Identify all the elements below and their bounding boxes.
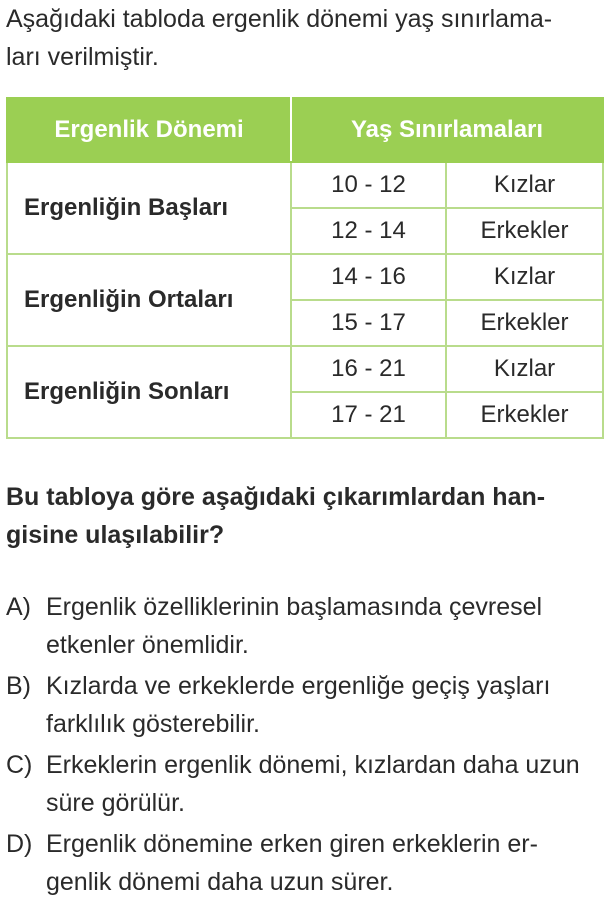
- period-cell-early: Ergenliğin Başları: [7, 162, 291, 254]
- intro-line-1: Aşağıdaki tabloda ergenlik dönemi yaş sınırlama-: [6, 5, 553, 33]
- option-d[interactable]: [6, 825, 606, 901]
- age-range-cell: 10 - 12: [291, 162, 446, 208]
- option-line: farklılık gösterebilir.: [46, 710, 260, 738]
- age-range-cell: 17 - 21: [291, 392, 446, 438]
- age-range-cell: 14 - 16: [291, 254, 446, 300]
- age-range-cell: 16 - 21: [291, 346, 446, 392]
- option-a[interactable]: [6, 588, 606, 664]
- option-text: [46, 588, 542, 664]
- option-text: [46, 667, 550, 743]
- table-header-row: [7, 98, 603, 162]
- gender-cell: Erkekler: [446, 392, 603, 438]
- question-text: [6, 478, 606, 554]
- option-c[interactable]: [6, 746, 606, 822]
- option-letter: D): [6, 830, 33, 858]
- option-line: genlik dönemi daha uzun sürer.: [46, 868, 394, 896]
- age-range-cell: 12 - 14: [291, 208, 446, 254]
- option-line: Erkeklerin ergenlik dönemi, kızlardan daha uzun: [46, 751, 580, 779]
- option-letter: B): [6, 672, 31, 700]
- table-row: [7, 254, 603, 300]
- gender-cell: Kızlar: [446, 162, 603, 208]
- answer-options: [6, 588, 606, 904]
- option-text: [46, 746, 580, 822]
- intro-text: [6, 0, 606, 76]
- table-row: [7, 162, 603, 208]
- period-cell-middle: Ergenliğin Ortaları: [7, 254, 291, 346]
- option-line: etkenler önemlidir.: [46, 631, 249, 659]
- intro-line-2: ları verilmiştir.: [6, 43, 159, 71]
- age-range-cell: 15 - 17: [291, 300, 446, 346]
- gender-cell: Erkekler: [446, 300, 603, 346]
- option-line: Ergenlik özelliklerinin başlamasında çevresel: [46, 593, 543, 621]
- header-period: Ergenlik Dönemi: [7, 98, 291, 162]
- puberty-age-table: [6, 97, 604, 439]
- option-line: Ergenlik dönemine erken giren erkeklerin er-: [46, 830, 538, 858]
- gender-cell: Kızlar: [446, 254, 603, 300]
- period-cell-late: Ergenliğin Sonları: [7, 346, 291, 438]
- table-row: [7, 346, 603, 392]
- gender-cell: Erkekler: [446, 208, 603, 254]
- option-b[interactable]: [6, 667, 606, 743]
- header-age-limits: Yaş Sınırlamaları: [291, 98, 603, 162]
- option-line: Kızlarda ve erkeklerde ergenliğe geçiş yaşları: [46, 672, 551, 700]
- option-letter: A): [6, 593, 31, 621]
- gender-cell: Kızlar: [446, 346, 603, 392]
- option-letter: C): [6, 751, 33, 779]
- option-text: [46, 825, 538, 901]
- question-line-1: Bu tabloya göre aşağıdaki çıkarımlardan han-: [6, 483, 546, 511]
- option-line: süre görülür.: [46, 789, 185, 817]
- question-line-2: gisine ulaşılabilir?: [6, 521, 225, 549]
